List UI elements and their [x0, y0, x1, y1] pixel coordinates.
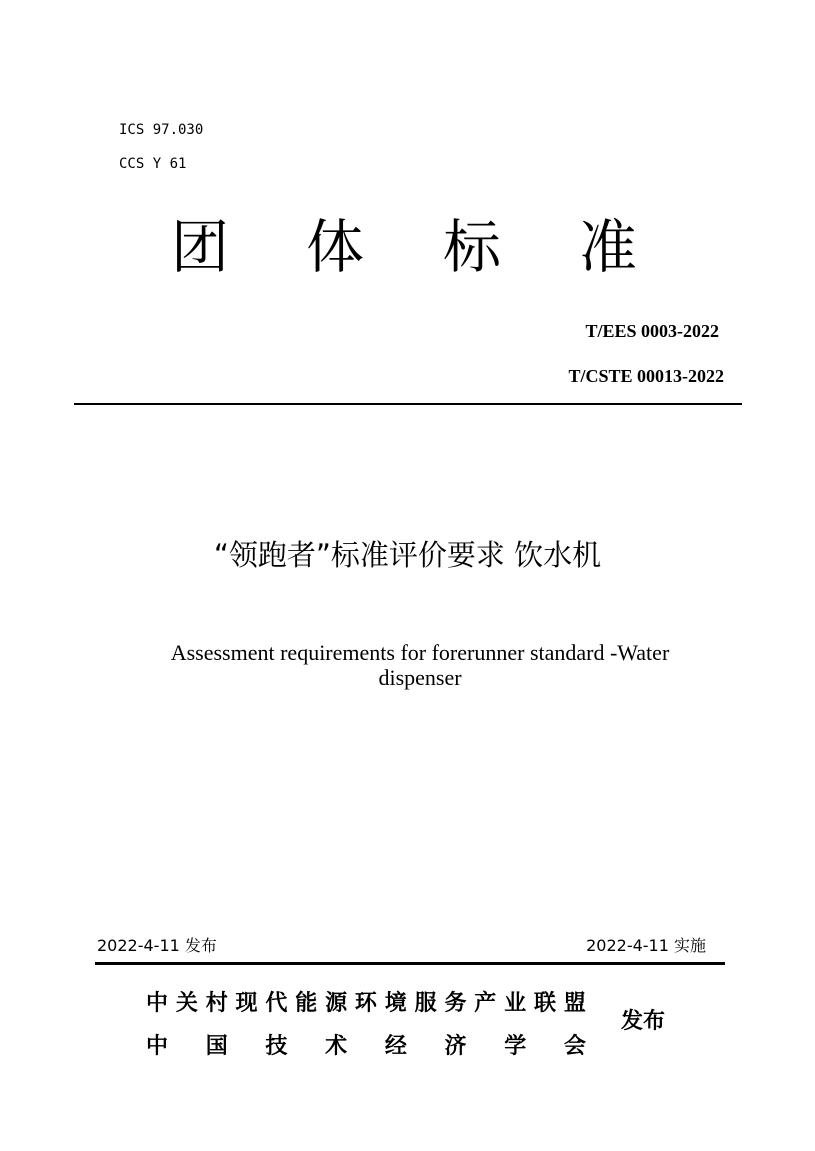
- standard-code-ees: T/EES 0003-2022: [585, 321, 719, 341]
- ccs-code: CCS Y 61: [119, 156, 187, 172]
- issuer-char: 境: [384, 991, 407, 1016]
- issuer-cste: [146, 1030, 586, 1064]
- issuer-char: 技: [265, 1034, 288, 1059]
- issuer-char: 学: [504, 1034, 527, 1059]
- english-title-line: dispenser: [378, 665, 462, 690]
- ics-code: ICS 97.030: [119, 122, 204, 138]
- issuer-char: 能: [295, 991, 318, 1016]
- issuer-char: 济: [444, 1034, 467, 1059]
- top-divider: [74, 403, 742, 405]
- issuer-char: 经: [384, 1034, 407, 1059]
- standard-type-char: 体: [306, 213, 365, 281]
- issuer-char: 环: [354, 991, 377, 1016]
- chinese-title: “领跑者”标准评价要求 饮水机: [213, 538, 602, 572]
- issuer-char: 中: [146, 1034, 169, 1059]
- standard-type-title: [0, 212, 815, 282]
- standard-type-char: 团: [171, 213, 230, 281]
- publish-date: 2022-4-11 发布: [97, 936, 217, 955]
- issuer-char: 代: [265, 991, 288, 1016]
- implement-date: 2022-4-11 实施: [586, 936, 706, 955]
- issuer-char: 中: [146, 991, 169, 1016]
- issuer-char: 联: [533, 991, 556, 1016]
- issuer-char: 盟: [563, 991, 586, 1016]
- english-title: [120, 640, 720, 690]
- standard-type-char: 准: [579, 213, 638, 281]
- issuer-char: 关: [175, 991, 198, 1016]
- issuer-char: 源: [325, 991, 348, 1016]
- issuer-char: 村: [205, 991, 228, 1016]
- issuer-char: 术: [325, 1034, 348, 1059]
- issued-label: 发布: [621, 1009, 666, 1034]
- standard-type-char: 标: [443, 213, 502, 281]
- bottom-divider: [95, 962, 725, 965]
- issuer-char: 现: [235, 991, 258, 1016]
- standard-code-cste: T/CSTE 00013-2022: [568, 366, 724, 386]
- issuer-char: 国: [205, 1034, 228, 1059]
- english-title-line: Assessment requirements for forerunner standard -Water: [170, 640, 670, 665]
- issuer-char: 产: [474, 991, 497, 1016]
- issuer-zgc-alliance: [146, 987, 586, 1021]
- issuer-char: 会: [563, 1034, 586, 1059]
- issuer-char: 服: [414, 991, 437, 1016]
- issuer-char: 业: [504, 991, 527, 1016]
- issuer-char: 务: [444, 991, 467, 1016]
